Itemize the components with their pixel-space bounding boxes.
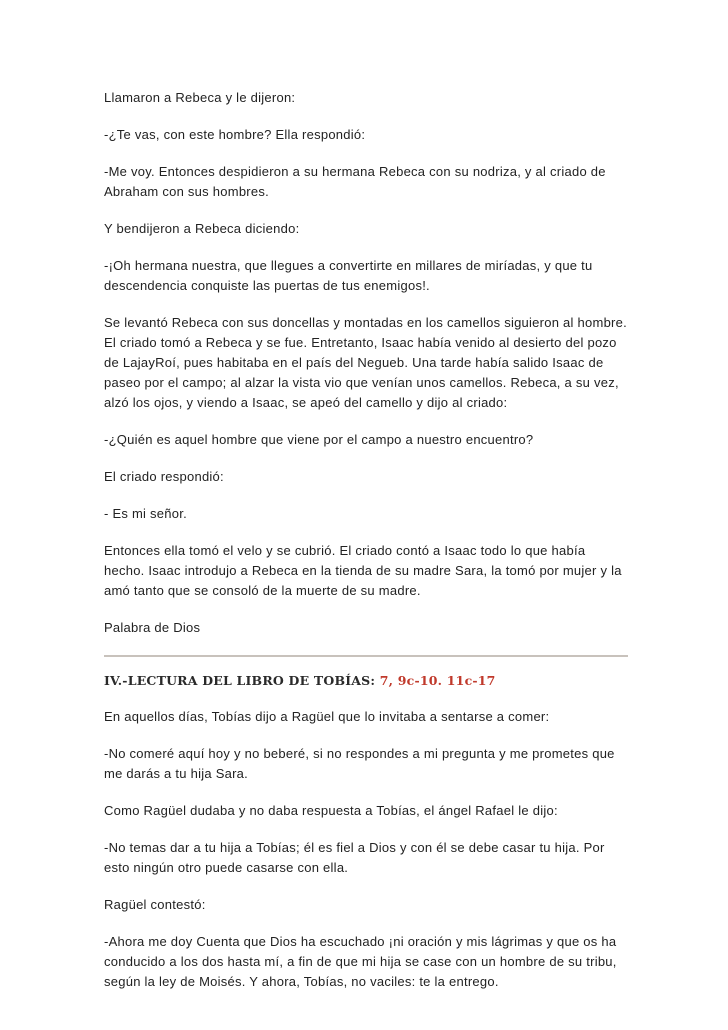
- paragraph: El criado respondió:: [104, 469, 224, 484]
- paragraph: En aquellos días, Tobías dijo a Ragüel que lo invitaba a sentarse a comer:: [104, 709, 550, 724]
- paragraph: -¿Te vas, con este hombre? Ella respondió:: [104, 127, 366, 142]
- section-title: IV.-LECTURA DEL LIBRO DE TOBÍAS:: [104, 673, 376, 688]
- paragraph: -¿Quién es aquel hombre que viene por el campo a nuestro encuentro?: [104, 432, 534, 447]
- paragraph: - Es mi señor.: [104, 506, 187, 521]
- section-heading: [104, 671, 628, 691]
- scripture-reference: 7, 9c-10. 11c-17: [379, 673, 496, 688]
- paragraph: Como Ragüel dudaba y no daba respuesta a Tobías, el ángel Rafael le dijo:: [104, 803, 558, 818]
- paragraph: Entonces ella tomó el velo y se cubrió. El criado contó a Isaac todo lo que había hecho. Isaac introdujo a Rebeca en la tienda de su madre Sara, la tomó por mujer y la amó tanto que se consoló de la muerte de su madre.: [104, 543, 622, 598]
- document-page: [104, 88, 628, 1009]
- paragraph: -Ahora me doy Cuenta que Dios ha escuchado ¡ni oración y mis lágrimas y que os ha conducido a los dos hasta mí, a fin de que mi hija se case con un hombre de su tribu, según la ley de Moisés. Y ahora, Tobías, no vaciles: te la entrego.: [104, 934, 617, 989]
- paragraph: -Me voy. Entonces despidieron a su hermana Rebeca con su nodriza, y al criado de Abraham con sus hombres.: [104, 164, 606, 199]
- paragraph: -¡Oh hermana nuestra, que llegues a convertirte en millares de miríadas, y que tu descendencia conquiste las puertas de tus enemigos!.: [104, 258, 593, 293]
- closing-line: Palabra de Dios: [104, 620, 201, 635]
- paragraph: -No temas dar a tu hija a Tobías; él es fiel a Dios y con él se debe casar tu hija. Por esto ningún otro puede casarse con ella.: [104, 840, 605, 875]
- paragraph: Ragüel contestó:: [104, 897, 206, 912]
- paragraph: Se levantó Rebeca con sus doncellas y montadas en los camellos siguieron al hombre. El criado tomó a Rebeca y se fue. Entretanto, Isaac había venido al desierto del pozo de LajayRoí, pues habitaba en el país del Negueb. Una tarde había salido Isaac de paseo por el campo; al alzar la vista vio que venían unos camellos. Rebeca, a su vez, alzó los ojos, y viendo a Isaac, se apeó del camello y dijo al criado:: [104, 315, 627, 410]
- paragraph: -No comeré aquí hoy y no beberé, si no respondes a mi pregunta y me prometes que me darás a tu hija Sara.: [104, 746, 615, 781]
- paragraph: Y bendijeron a Rebeca diciendo:: [104, 221, 300, 236]
- paragraph: Llamaron a Rebeca y le dijeron:: [104, 90, 296, 105]
- section-divider: [104, 655, 628, 657]
